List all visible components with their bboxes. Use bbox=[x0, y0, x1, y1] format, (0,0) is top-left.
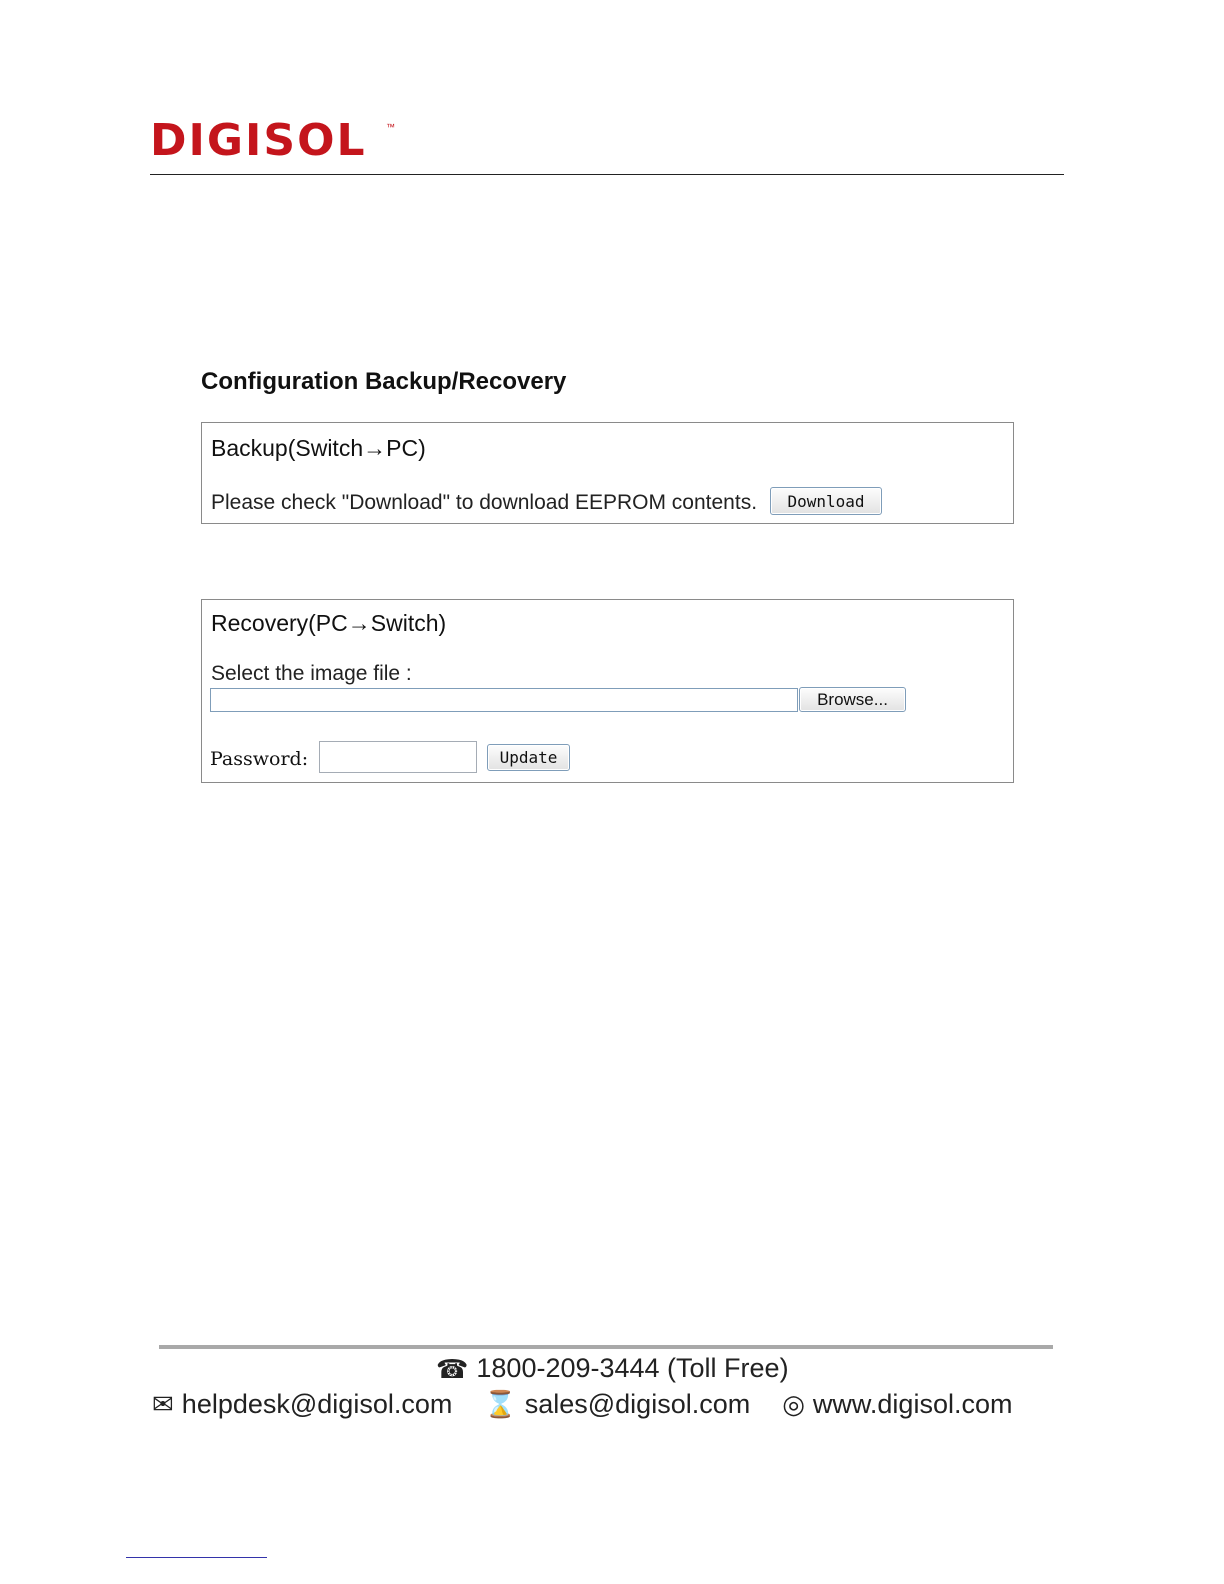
website-url: www.digisol.com bbox=[812, 1388, 1013, 1419]
password-input[interactable] bbox=[319, 741, 477, 773]
footer-contacts bbox=[152, 1386, 1064, 1422]
download-button[interactable]: Download bbox=[770, 487, 882, 515]
header-divider bbox=[150, 174, 1064, 175]
footer-sales bbox=[484, 1389, 750, 1420]
recovery-panel bbox=[201, 599, 1014, 783]
sales-email: sales@digisol.com bbox=[524, 1388, 751, 1419]
page-title: Configuration Backup/Recovery bbox=[201, 368, 567, 395]
backup-panel bbox=[201, 422, 1014, 524]
logo-trademark: ™ bbox=[386, 122, 395, 132]
backup-message: Please check "Download" to download EEPROM contents. bbox=[211, 491, 758, 514]
telephone-icon: ☎ bbox=[436, 1353, 469, 1384]
image-file-input[interactable] bbox=[210, 688, 798, 712]
update-button[interactable]: Update bbox=[487, 744, 570, 771]
bottom-link-underline bbox=[126, 1557, 267, 1558]
recovery-title: Recovery(PC→Switch) bbox=[211, 610, 447, 636]
hourglass-icon: ⌛ bbox=[484, 1389, 517, 1419]
helpdesk-email: helpdesk@digisol.com bbox=[181, 1388, 453, 1419]
footer-phone bbox=[436, 1353, 789, 1384]
footer-divider bbox=[159, 1345, 1053, 1349]
digisol-logo bbox=[150, 115, 395, 166]
password-label: Password: bbox=[210, 748, 309, 770]
select-image-label: Select the image file : bbox=[211, 662, 412, 685]
globe-icon: ◎ bbox=[782, 1389, 805, 1419]
phone-number: 1800-209-3444 (Toll Free) bbox=[476, 1353, 789, 1383]
mail-icon: ✉ bbox=[152, 1389, 174, 1419]
backup-title: Backup(Switch→PC) bbox=[211, 435, 426, 461]
logo-text: DIGISOL bbox=[150, 115, 367, 166]
footer-website bbox=[782, 1389, 1012, 1420]
footer-helpdesk bbox=[152, 1389, 452, 1420]
browse-button[interactable]: Browse... bbox=[799, 687, 906, 712]
